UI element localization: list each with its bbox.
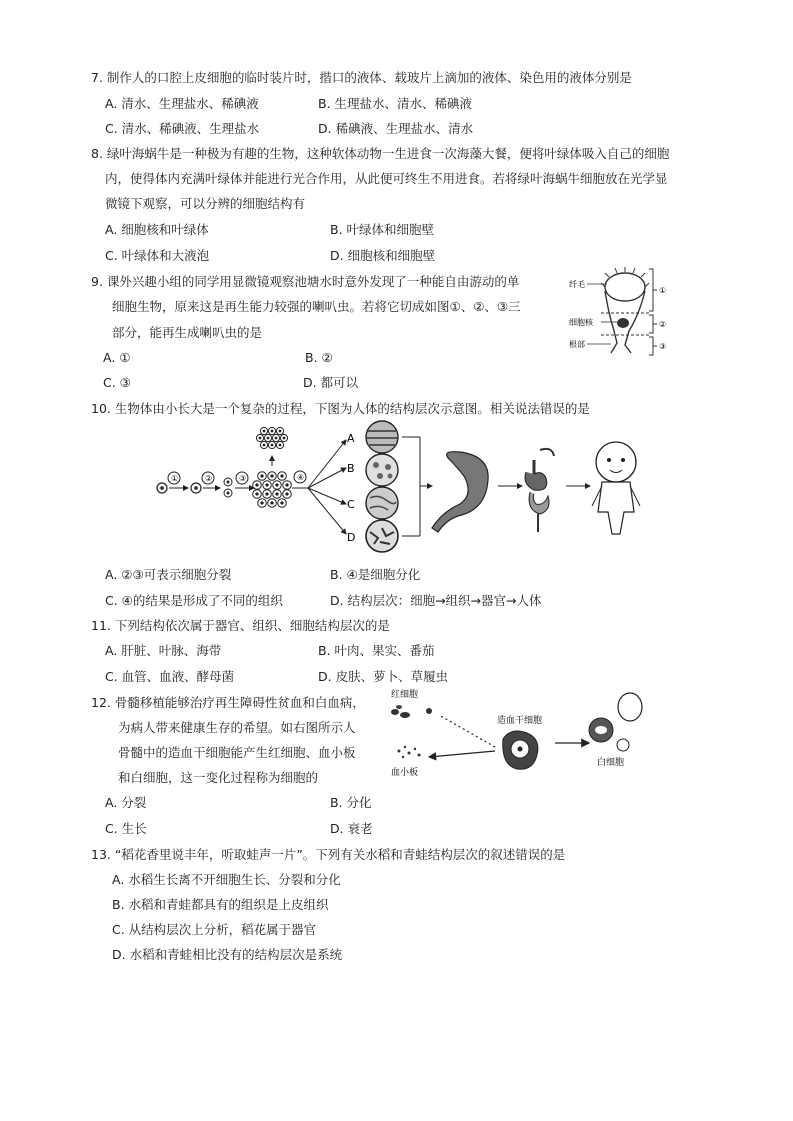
q8-option-a[interactable]: A. 细胞核和叶绿体 [105,222,209,237]
q9-option-a[interactable]: A. ① [103,350,131,365]
arrow-to-a [308,440,346,488]
q12-stem-line2: 为病人带来健康生存的希望。如右图所示人 [118,720,356,735]
arrow-to-b [308,468,346,488]
stentor-cilia [601,267,649,287]
stentor-nucleus [617,318,629,328]
stentor-oral-disc [605,273,645,301]
label-c: C [347,498,355,511]
label-b: B [347,462,355,475]
label-platelet: 血小板 [391,768,419,778]
arrow-to-d [308,488,346,534]
q9-figure-stentor [565,265,675,360]
cell-cluster-top [256,427,287,448]
arrow-to-rbc [439,715,495,747]
q9-stem-line3: 部分，能再生成喇叭虫的是 [112,325,263,340]
q9-option-c[interactable]: C. ③ [103,375,131,390]
q13-option-c[interactable]: C. 从结构层次上分析，稻花属于器官 [112,922,317,937]
q10-option-a[interactable]: A. ②③可表示细胞分裂 [105,567,232,582]
q10-option-c[interactable]: C. ④的结果是形成了不同的组织 [105,593,283,608]
q13-option-b[interactable]: B. 水稻和青蛙都具有的组织是上皮组织 [112,897,329,912]
q12-option-a[interactable]: A. 分裂 [105,795,147,810]
human-child [592,442,640,534]
four-cells [224,478,232,497]
step-4: ④ [297,473,305,482]
cell-cluster [253,472,292,508]
q10-option-b[interactable]: B. ④是细胞分化 [330,567,421,582]
marker-3: ③ [659,342,667,351]
q13-stem: 13. “稻花香里说丰年，听取蛙声一片”。下列有关水稻和青蛙结构层次的叙述错误的是 [91,847,566,862]
q12-option-b[interactable]: B. 分化 [330,795,372,810]
label-nucleus: 细胞核 [569,318,593,327]
q12-option-c[interactable]: C. 生长 [105,821,147,836]
q11-option-c[interactable]: C. 血管、血液、酵母菌 [105,669,235,684]
q8-option-d[interactable]: D. 细胞核和细胞壁 [330,248,436,263]
label-d: D [347,531,356,544]
white-blood-cells [589,693,642,751]
marker-1: ① [659,286,667,295]
single-cell [157,483,167,493]
bracket-3 [649,337,657,355]
q9-stem-line1: 9. 课外兴趣小组的同学用显微镜观察池塘水时意外发现了一种能自由游动的单 [91,274,520,289]
step-1: ① [171,474,179,483]
q10-stem: 10. 生物体由小长大是一个复杂的过程，下图为人体的结构层次示意图。相关说法错误的是 [91,401,590,416]
q12-stem-line3: 骨髓中的造血干细胞能产生红细胞、血小板 [118,745,356,760]
label-rbc: 红细胞 [391,690,419,700]
q10-figure-hierarchy [150,420,650,555]
platelets [398,746,421,758]
tissue-b [366,454,398,486]
label-a: A [347,432,355,445]
label-cilia: 纤毛 [569,280,585,289]
q8-stem-line3: 微镜下观察，可以分辨的细胞结构有 [105,196,306,211]
q8-option-c[interactable]: C. 叶绿体和大液泡 [105,248,210,263]
q12-stem-line4: 和白细胞，这一变化过程称为细胞的 [118,770,319,785]
label-root: 根部 [569,340,585,349]
q7-option-c[interactable]: C. 清水、稀碘液、生理盐水 [105,121,260,136]
q13-option-d[interactable]: D. 水稻和青蛙相比没有的结构层次是系统 [112,947,343,962]
q12-stem-line1: 12. 骨髓移植能够治疗再生障碍性贫血和白血病， [91,695,365,710]
bracket-1 [649,269,657,311]
q7-stem: 7. 制作人的口腔上皮细胞的临时装片时，揩口的液体、载玻片上滴加的液体、染色用的液体分别是 [91,70,632,85]
q12-option-d[interactable]: D. 衰老 [330,821,373,836]
bracket-2 [649,315,657,333]
q11-stem: 11. 下列结构依次属于器官、组织、细胞结构层次的是 [91,618,390,633]
red-blood-cells [391,705,432,718]
q13-option-a[interactable]: A. 水稻生长离不开细胞生长、分裂和分化 [112,872,341,887]
arrow-to-c [308,488,346,504]
label-wbc: 白细胞 [597,758,625,768]
stem-cell [503,731,538,769]
q12-figure-stem-cell [385,685,655,785]
step-2: ② [205,474,213,483]
q10-option-d[interactable]: D. 结构层次：细胞→组织→器官→人体 [330,593,542,608]
label-stem-cell: 造血干细胞 [497,716,543,726]
step-3: ③ [239,474,247,483]
q8-stem-line1: 8. 绿叶海蜗牛是一种极为有趣的生物，这种软体动物一生进食一次海藻大餐，便将叶绿体吸入自己的细胞 [91,146,670,161]
tissue-d [366,520,398,552]
q11-option-b[interactable]: B. 叶肉、果实、番茄 [318,643,435,658]
stomach-organ [432,452,488,532]
q8-stem-line2: 内，使得体内充满叶绿体并能进行光合作用，从此便可终生不用进食。若将绿叶海蜗牛细胞放在光学显 [105,171,668,186]
q11-option-d[interactable]: D. 皮肤、萝卜、草履虫 [318,669,449,684]
tissue-a [366,421,398,453]
q8-option-b[interactable]: B. 叶绿体和细胞壁 [330,222,435,237]
q7-option-a[interactable]: A. 清水、生理盐水、稀碘液 [105,96,259,111]
tissue-c [366,487,398,519]
q11-option-a[interactable]: A. 肝脏、叶脉、海带 [105,643,222,658]
marker-2: ② [659,320,667,329]
digestive-system [525,449,554,532]
arrow-to-platelet [429,751,495,757]
two-cells [191,483,201,493]
q9-option-d[interactable]: D. 都可以 [303,375,359,390]
q9-stem-line2: 细胞生物，原来这是再生能力较强的喇叭虫。若将它切成如图①、②、③三 [112,299,521,314]
q7-option-d[interactable]: D. 稀碘液、生理盐水、清水 [318,121,474,136]
q7-option-b[interactable]: B. 生理盐水、清水、稀碘液 [318,96,473,111]
q9-option-b[interactable]: B. ② [305,350,333,365]
